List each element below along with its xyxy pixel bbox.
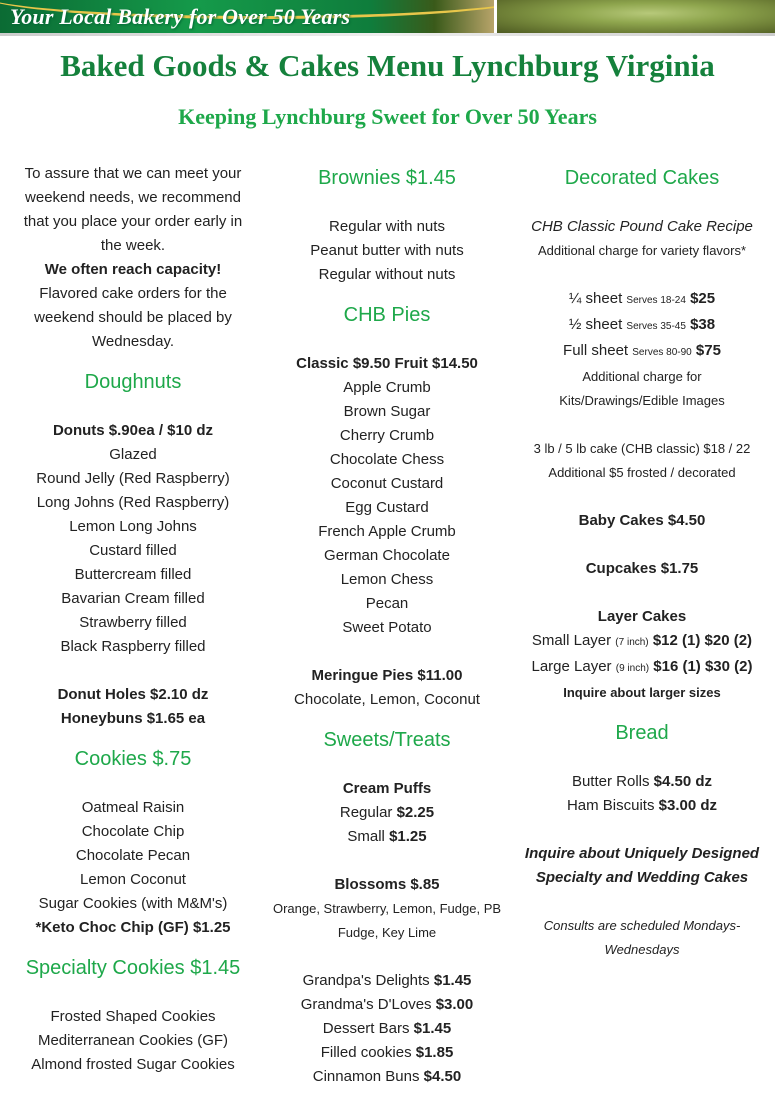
list-item: Buttercream filled: [74, 566, 192, 583]
frosted-note: Additional $5 frosted / decorated: [548, 465, 736, 480]
list-item: Regular with nuts: [329, 218, 445, 235]
larger-sizes-note: Inquire about larger sizes: [563, 685, 721, 700]
list-item: Coconut Custard: [330, 475, 444, 492]
banner-tagline: Your Local Bakery for Over 50 Years: [10, 4, 351, 29]
list-item: Lemon Long Johns: [69, 518, 197, 535]
layer-cake-row: Small Layer (7 inch) $12 (1) $20 (2): [531, 632, 753, 649]
specialty-cookies-heading: Specialty Cookies $1.45: [25, 957, 241, 979]
banner-left-image: [0, 0, 494, 33]
sheet-cake-row: Full sheet Serves 80-90 $75: [563, 342, 721, 359]
pies-heading: CHB Pies: [343, 304, 431, 326]
list-item: Bavarian Cream filled: [61, 590, 205, 607]
flavored-note: Flavored cake orders for the weekend should be placed by Wednesday.: [34, 285, 232, 350]
list-item: Strawberry filled: [79, 614, 187, 631]
list-item: Filled cookies $1.85: [320, 1044, 454, 1061]
kits-note: Additional charge for Kits/Drawings/Edible Images: [559, 369, 725, 408]
list-item: Butter Rolls $4.50 dz: [571, 773, 713, 790]
list-item: Grandpa's Delights $1.45: [302, 972, 472, 989]
list-item: Grandma's D'Loves $3.00: [300, 996, 474, 1013]
specialty-inquire-note: Inquire about Uniquely Designed Specialty and Wedding Cakes: [524, 845, 760, 886]
list-item: Chocolate Chip: [81, 823, 185, 840]
header-banner: [0, 0, 775, 34]
right-column: [522, 162, 762, 962]
middle-column: [270, 162, 504, 1089]
list-item: Pecan: [365, 595, 409, 612]
brownies-heading: Brownies $1.45: [318, 167, 456, 189]
cream-puffs-label: Cream Puffs: [342, 780, 432, 797]
page-title: Baked Goods & Cakes Menu Lynchburg Virginia: [60, 48, 715, 83]
list-item: Custard filled: [89, 542, 177, 559]
doughnuts-heading: Doughnuts: [84, 371, 182, 393]
list-item: Egg Custard: [345, 499, 429, 516]
cupcakes-price: Cupcakes $1.75: [585, 560, 699, 577]
blossom-flavors: Orange, Strawberry, Lemon, Fudge, PB Fudge, Key Lime: [272, 901, 502, 940]
meringue-flavors: Chocolate, Lemon, Coconut: [294, 691, 480, 708]
pound-cake-price: 3 lb / 5 lb cake (CHB classic) $18 / 22: [533, 441, 751, 456]
variety-note: Additional charge for variety flavors*: [537, 243, 747, 258]
list-item: Cherry Crumb: [339, 427, 435, 444]
list-item: Oatmeal Raisin: [81, 799, 185, 816]
list-item: Brown Sugar: [343, 403, 431, 420]
left-column: [16, 162, 250, 1077]
list-item: Round Jelly (Red Raspberry): [36, 470, 230, 487]
capacity-note: We often reach capacity!: [44, 261, 222, 278]
list-item: Black Raspberry filled: [60, 638, 206, 655]
consults-note: Consults are scheduled Mondays-Wednesdays: [543, 918, 741, 957]
sheet-cake-row: ¼ sheet Serves 18-24 $25: [568, 290, 716, 307]
cookies-heading: Cookies $.75: [74, 748, 192, 770]
list-item: Ham Biscuits $3.00 dz: [566, 797, 718, 814]
decorated-cakes-heading: Decorated Cakes: [564, 167, 720, 189]
list-item: Cinnamon Buns $4.50: [312, 1068, 462, 1085]
baby-cakes-price: Baby Cakes $4.50: [578, 512, 706, 529]
list-item: Lemon Chess: [340, 571, 434, 588]
list-item: Chocolate Pecan: [75, 847, 191, 864]
sweets-heading: Sweets/Treats: [323, 729, 451, 751]
pound-cake-recipe: CHB Classic Pound Cake Recipe: [531, 218, 753, 235]
page-subtitle: Keeping Lynchburg Sweet for Over 50 Years: [178, 104, 597, 129]
layer-cake-row: Large Layer (9 inch) $16 (1) $30 (2): [531, 658, 753, 675]
list-item: Apple Crumb: [343, 379, 431, 396]
list-item: Chocolate Chess: [329, 451, 445, 468]
list-item: Sugar Cookies (with M&M's): [38, 895, 228, 912]
list-item: Lemon Coconut: [80, 871, 186, 888]
bread-heading: Bread: [615, 722, 669, 744]
intro-text: To assure that we can meet your weekend needs, we recommend that you place your order early in the week.: [23, 165, 243, 254]
list-item: Glazed: [109, 446, 157, 463]
banner-divider: [0, 33, 775, 36]
cream-puff-regular: Regular $2.25: [339, 804, 435, 821]
list-item: Peanut butter with nuts: [310, 242, 464, 259]
list-item: Frosted Shaped Cookies: [50, 1008, 216, 1025]
meringue-price: Meringue Pies $11.00: [311, 667, 463, 684]
list-item: Long Johns (Red Raspberry): [36, 494, 230, 511]
donuts-price: Donuts $.90ea / $10 dz: [52, 422, 214, 439]
cream-puff-small: Small $1.25: [347, 828, 427, 845]
banner-cake-image: [497, 0, 775, 33]
list-item: Almond frosted Sugar Cookies: [31, 1056, 235, 1073]
list-item: German Chocolate: [324, 547, 450, 564]
keto-cookie-price: *Keto Choc Chip (GF) $1.25: [35, 919, 231, 936]
list-item: Sweet Potato: [342, 619, 432, 636]
list-item: Mediterranean Cookies (GF): [37, 1032, 229, 1049]
blossoms-price: Blossoms $.85: [334, 876, 440, 893]
sheet-cake-row: ½ sheet Serves 35-45 $38: [568, 316, 716, 333]
honeybuns-price: Honeybuns $1.65 ea: [60, 710, 206, 727]
layer-cakes-heading: Layer Cakes: [597, 608, 687, 625]
list-item: Dessert Bars $1.45: [322, 1020, 452, 1037]
list-item: Regular without nuts: [318, 266, 456, 283]
donut-holes-price: Donut Holes $2.10 dz: [57, 686, 209, 703]
pies-price: Classic $9.50 Fruit $14.50: [296, 355, 478, 372]
list-item: French Apple Crumb: [318, 523, 456, 540]
